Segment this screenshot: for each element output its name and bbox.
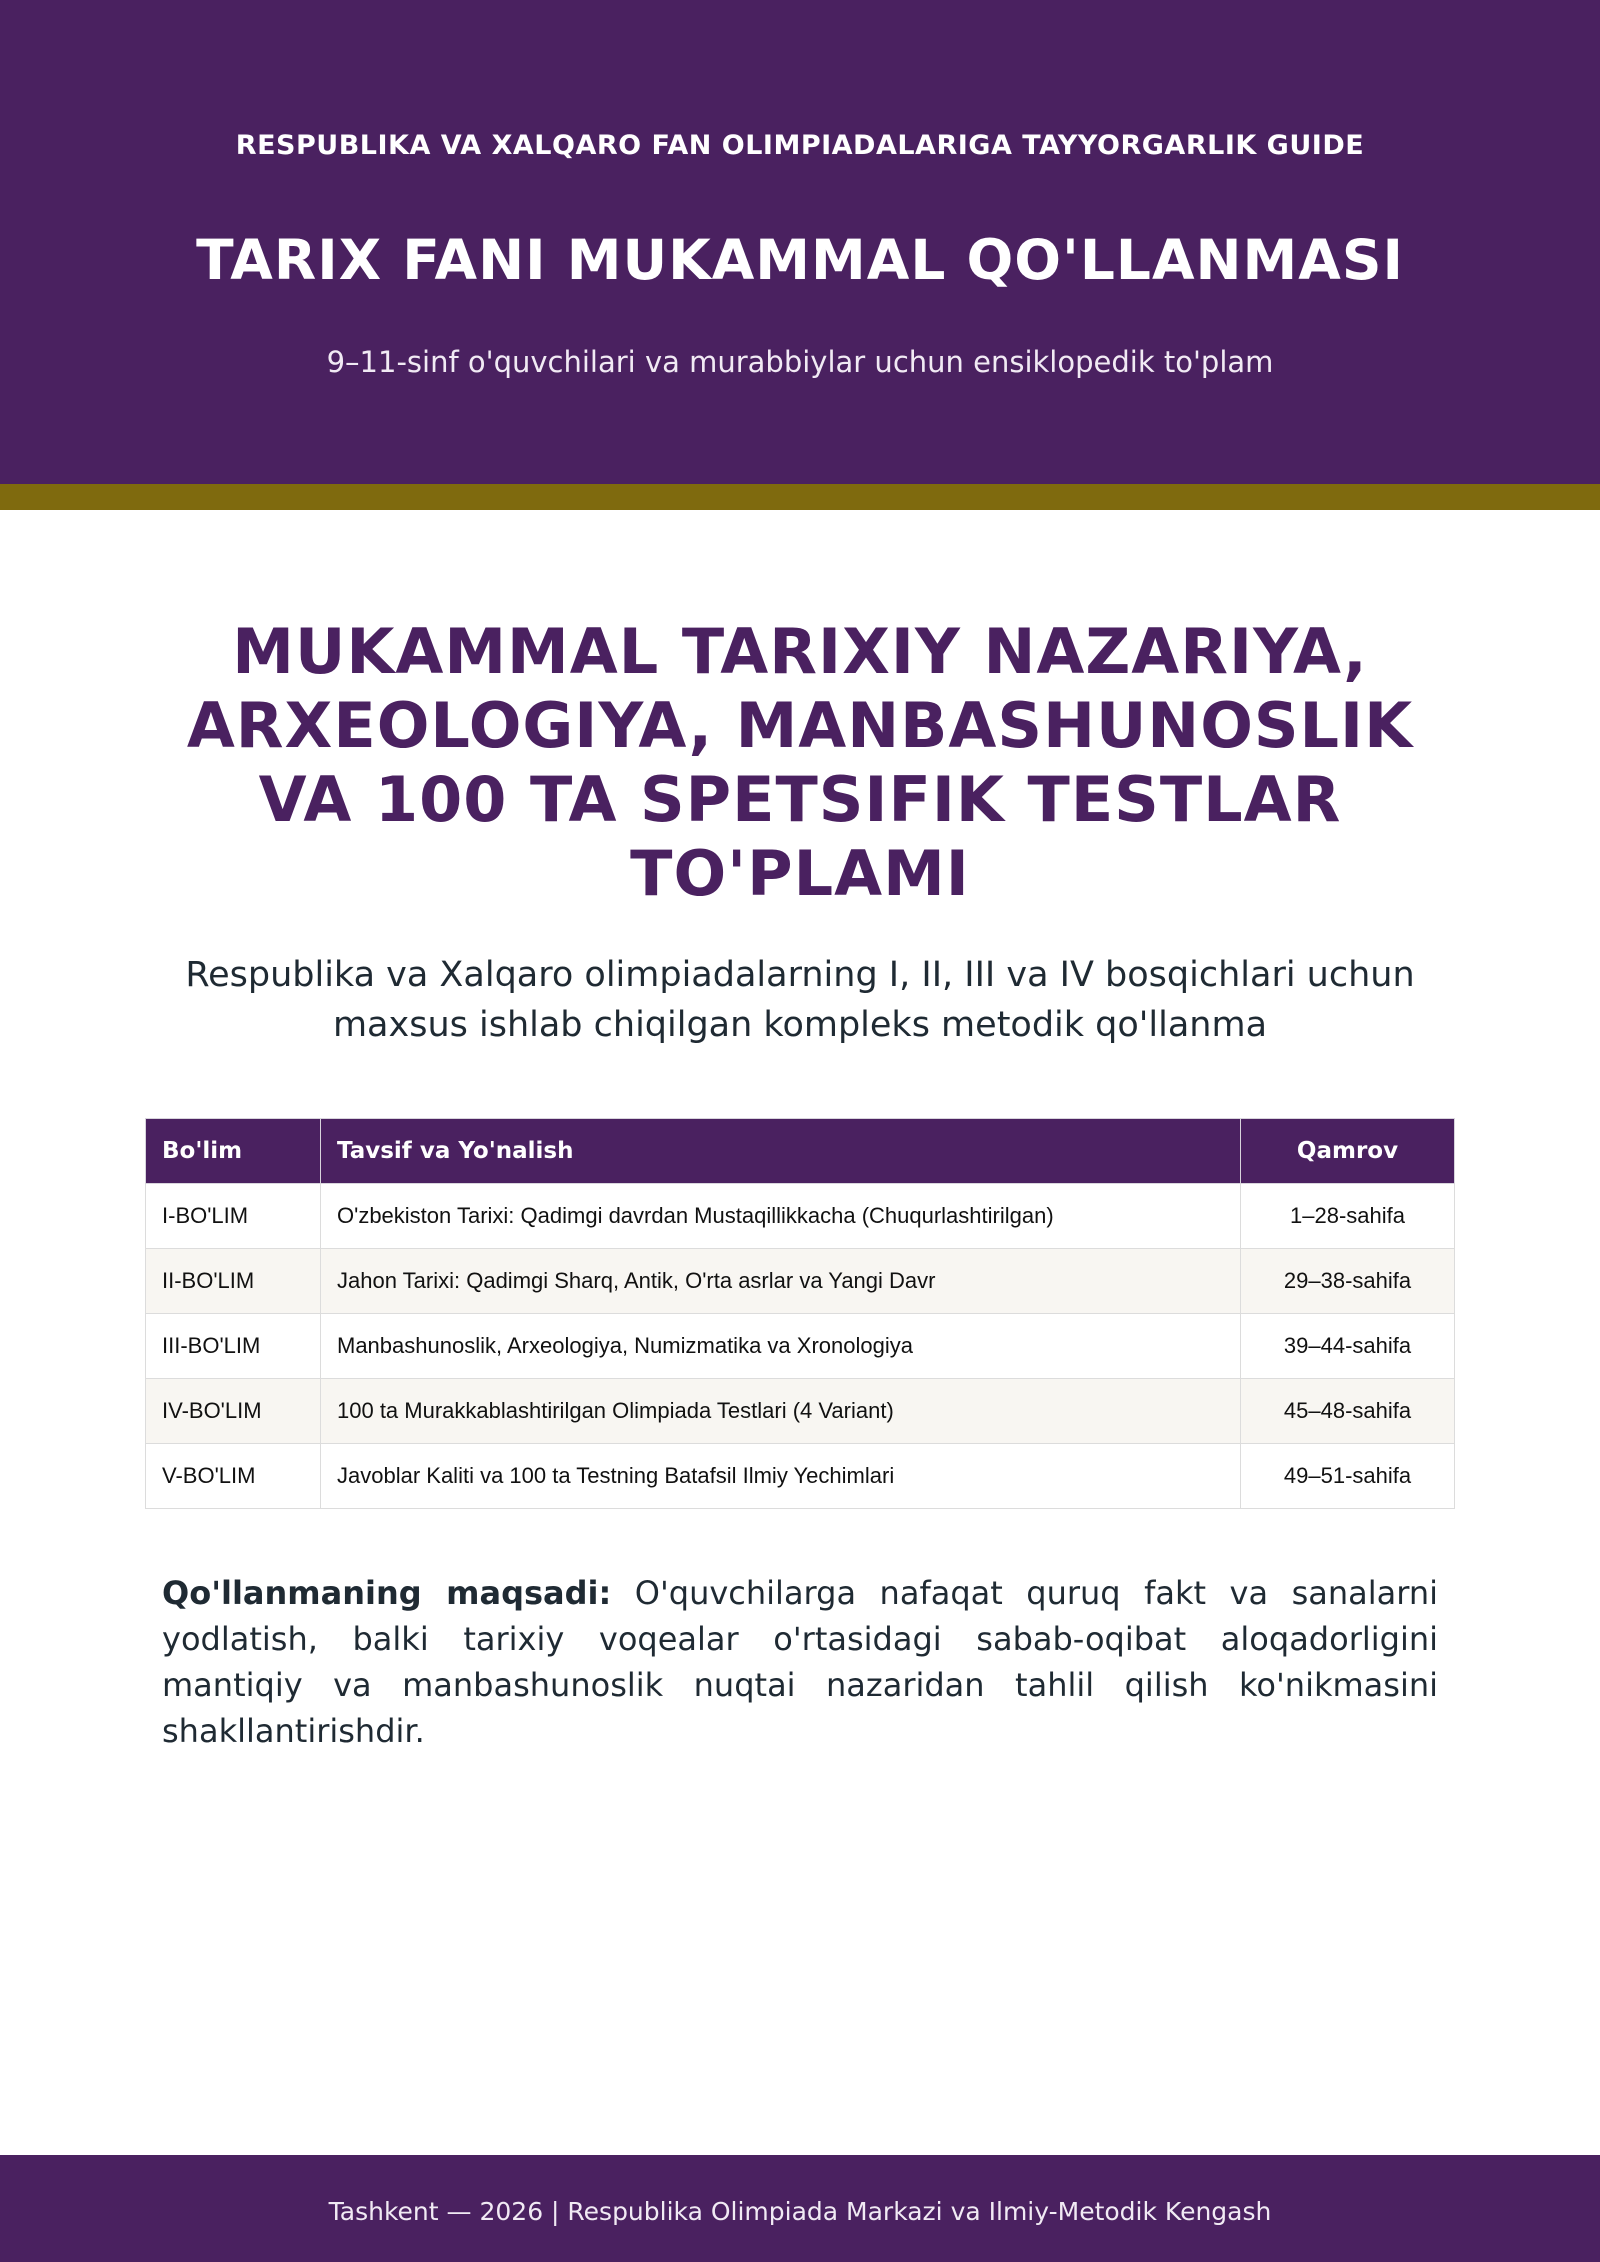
header-subtitle: 9–11-sinf o'quvchilari va murabbiylar uchun ensiklopedik to'plam (326, 345, 1274, 379)
section-cell: V-BO'LIM (146, 1444, 321, 1509)
main-title-line: VA 100 TA SPETSIFIK TESTLAR (258, 763, 1342, 836)
description-cell: O'zbekiston Tarixi: Qadimgi davrdan Mustaqillikkacha (Chuqurlashtirilgan) (321, 1184, 1241, 1249)
table-row (146, 1184, 1455, 1249)
range-cell: 39–44-sahifa (1241, 1314, 1455, 1379)
main-subtitle (150, 950, 1450, 1050)
main-subtitle-line: maxsus ishlab chiqilgan kompleks metodik qo'llanma (332, 1005, 1268, 1045)
description-cell: Javoblar Kaliti va 100 ta Testning Batafsil Ilmiy Yechimlari (321, 1444, 1241, 1509)
range-cell: 45–48-sahifa (1241, 1379, 1455, 1444)
section-cell: IV-BO'LIM (146, 1379, 321, 1444)
purpose-label: Qo'llanmaning maqsadi: (162, 1574, 612, 1612)
description-cell: Manbashunoslik, Arxeologiya, Numizmatika va Xronologiya (321, 1314, 1241, 1379)
section-cell: III-BO'LIM (146, 1314, 321, 1379)
section-cell: II-BO'LIM (146, 1249, 321, 1314)
header-title: TARIX FANI MUKAMMAL QO'LLANMASI (196, 228, 1404, 292)
range-cell: 49–51-sahifa (1241, 1444, 1455, 1509)
range-cell: 1–28-sahifa (1241, 1184, 1455, 1249)
header-accent-stripe (0, 484, 1600, 510)
table-row (146, 1314, 1455, 1379)
purpose-paragraph (162, 1570, 1438, 1754)
main-title (150, 615, 1450, 911)
main-subtitle-line: Respublika va Xalqaro olimpiadalarning I, II, III va IV bosqichlari uchun (185, 955, 1415, 995)
main-title-line: ARXEOLOGIYA, MANBASHUNOSLIK (186, 689, 1414, 762)
description-cell: 100 ta Murakkablashtirilgan Olimpiada Testlari (4 Variant) (321, 1379, 1241, 1444)
section-cell: I-BO'LIM (146, 1184, 321, 1249)
column-header-range: Qamrov (1241, 1119, 1455, 1184)
table-header-row (146, 1119, 1455, 1184)
description-cell: Jahon Tarixi: Qadimgi Sharq, Antik, O'rta asrlar va Yangi Davr (321, 1249, 1241, 1314)
main-title-line: TO'PLAMI (630, 837, 970, 910)
main-title-line: MUKAMMAL TARIXIY NAZARIYA, (232, 615, 1368, 688)
table-row (146, 1379, 1455, 1444)
range-cell: 29–38-sahifa (1241, 1249, 1455, 1314)
footer-text: Tashkent — 2026 | Respublika Olimpiada Markazi va Ilmiy-Metodik Kengash (328, 2197, 1272, 2226)
contents-table (145, 1118, 1455, 1509)
column-header-section: Bo'lim (146, 1119, 321, 1184)
table-row (146, 1249, 1455, 1314)
column-header-description: Tavsif va Yo'nalish (321, 1119, 1241, 1184)
table-row (146, 1444, 1455, 1509)
header-kicker: RESPUBLIKA VA XALQARO FAN OLIMPIADALARIGA TAYYORGARLIK GUIDE (235, 130, 1365, 161)
purpose-text: O'quvchilarga nafaqat quruq fakt va sanalarni yodlatish, balki tarixiy voqealar o'rtasidagi sabab-oqibat aloqadorligini mantiqiy va manbashunoslik nuqtai nazaridan tahlil qilish ko'nikmasini shakllantirishdir. (162, 1574, 1438, 1750)
